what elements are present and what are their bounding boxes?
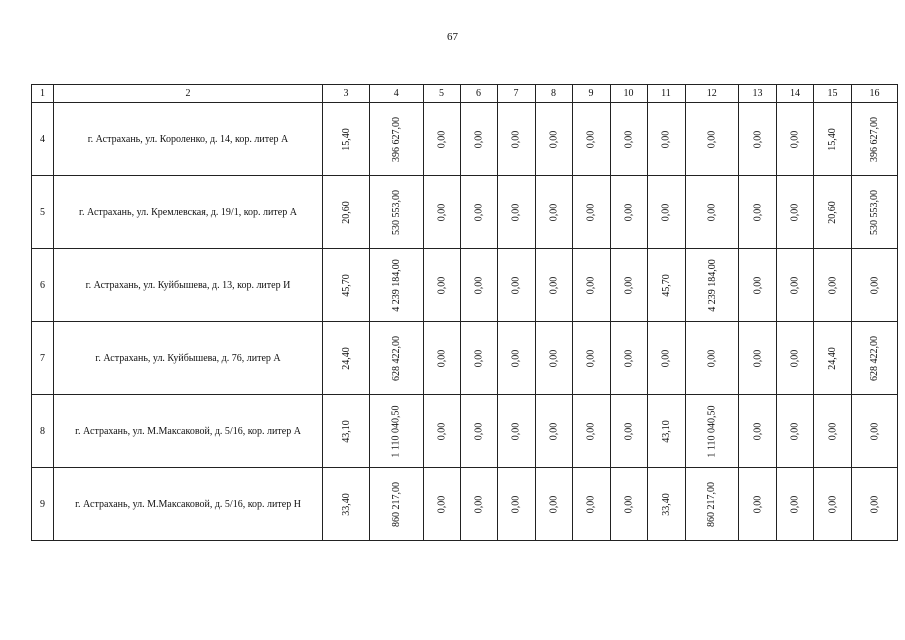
- value-cell-col-11: [647, 103, 685, 176]
- value-cell-col-4: [370, 468, 424, 541]
- value-cell-col-4: [370, 395, 424, 468]
- value-cell-col-15: [814, 103, 852, 176]
- address-cell: г. Астрахань, ул. М.Максаковой, д. 5/16, кор. литер Н: [54, 468, 323, 541]
- value-text: 0,00: [436, 349, 447, 367]
- value-cell-col-10: [610, 103, 647, 176]
- value-text: 0,00: [473, 422, 484, 440]
- page-number: 67: [447, 31, 458, 43]
- value-text: 0,00: [548, 349, 559, 367]
- value-text: 0,00: [789, 130, 801, 148]
- value-text: 0,00: [789, 422, 801, 440]
- value-cell-col-10: [610, 395, 647, 468]
- value-cell-col-9: [572, 249, 610, 322]
- value-cell-col-8: [535, 395, 572, 468]
- table-row: [32, 468, 898, 541]
- value-text: 0,00: [752, 203, 763, 221]
- value-text: 0,00: [473, 349, 484, 367]
- value-cell-col-16: [852, 249, 898, 322]
- header-cell-13: 13: [739, 85, 777, 103]
- row-number: 4: [32, 103, 54, 176]
- value-text: 0,00: [436, 203, 447, 221]
- value-cell-col-16: [852, 468, 898, 541]
- value-text: 20,60: [827, 200, 838, 224]
- value-text: 0,00: [623, 349, 634, 367]
- value-cell-col-5: [423, 395, 460, 468]
- value-text: 0,00: [752, 276, 763, 294]
- value-text: 1 110 040,50: [706, 404, 718, 458]
- value-cell-col-9: [572, 103, 610, 176]
- value-cell-col-15: [814, 176, 852, 249]
- value-text: 0,00: [585, 130, 597, 148]
- value-text: 0,00: [869, 276, 880, 294]
- table-row: [32, 322, 898, 395]
- value-text: 0,00: [827, 422, 838, 440]
- data-table: [31, 84, 898, 541]
- header-cell-9: 9: [572, 85, 610, 103]
- table-row: [32, 249, 898, 322]
- header-cell-8: 8: [535, 85, 572, 103]
- value-text: 0,00: [510, 495, 522, 513]
- value-cell-col-16: [852, 103, 898, 176]
- value-cell-col-4: [370, 176, 424, 249]
- value-text: 0,00: [585, 495, 597, 513]
- value-cell-col-12: [685, 103, 739, 176]
- value-cell-col-5: [423, 249, 460, 322]
- value-cell-col-5: [423, 468, 460, 541]
- value-text: 15,40: [827, 127, 838, 151]
- value-cell-col-13: [739, 103, 777, 176]
- value-text: 0,00: [436, 495, 447, 513]
- header-cell-15: 15: [814, 85, 852, 103]
- value-cell-col-11: [647, 249, 685, 322]
- value-text: 0,00: [510, 203, 522, 221]
- value-text: 0,00: [473, 130, 484, 148]
- value-cell-col-8: [535, 249, 572, 322]
- value-text: 0,00: [510, 130, 522, 148]
- value-cell-col-9: [572, 176, 610, 249]
- value-cell-col-8: [535, 103, 572, 176]
- value-cell-col-13: [739, 176, 777, 249]
- value-text: 0,00: [789, 349, 801, 367]
- value-text: 33,40: [340, 492, 352, 516]
- value-text: 0,00: [548, 130, 559, 148]
- value-text: 0,00: [473, 276, 484, 294]
- value-text: 396 627,00: [869, 116, 880, 162]
- value-cell-col-12: [685, 249, 739, 322]
- header-cell-16: 16: [852, 85, 898, 103]
- value-cell-col-10: [610, 249, 647, 322]
- header-cell-7: 7: [497, 85, 535, 103]
- table-row: [32, 176, 898, 249]
- value-text: 20,60: [340, 200, 352, 224]
- value-text: 0,00: [510, 349, 522, 367]
- value-text: 0,00: [706, 349, 718, 367]
- address-cell: г. Астрахань, ул. Короленко, д. 14, кор. литер А: [54, 103, 323, 176]
- value-text: 628 422,00: [869, 335, 880, 381]
- value-text: 860 217,00: [706, 481, 718, 527]
- value-cell-col-6: [460, 395, 497, 468]
- value-cell-col-10: [610, 176, 647, 249]
- table-row: [32, 395, 898, 468]
- value-text: 0,00: [585, 276, 597, 294]
- row-number: 8: [32, 395, 54, 468]
- value-cell-col-15: [814, 468, 852, 541]
- table-header-row: [32, 85, 898, 103]
- value-text: 0,00: [752, 349, 763, 367]
- value-cell-col-11: [647, 322, 685, 395]
- value-cell-col-5: [423, 322, 460, 395]
- value-cell-col-4: [370, 103, 424, 176]
- value-cell-col-8: [535, 176, 572, 249]
- value-cell-col-7: [497, 176, 535, 249]
- value-cell-col-11: [647, 176, 685, 249]
- address-cell: г. Астрахань, ул. Кремлевская, д. 19/1, кор. литер А: [54, 176, 323, 249]
- value-text: 0,00: [869, 422, 880, 440]
- value-text: 24,40: [340, 346, 352, 370]
- value-cell-col-7: [497, 322, 535, 395]
- header-cell-3: 3: [323, 85, 370, 103]
- value-cell-col-14: [777, 103, 814, 176]
- value-cell-col-16: [852, 322, 898, 395]
- address-cell: г. Астрахань, ул. Куйбышева, д. 13, кор. литер И: [54, 249, 323, 322]
- value-cell-col-5: [423, 103, 460, 176]
- value-text: 4 239 184,00: [706, 258, 718, 312]
- header-cell-5: 5: [423, 85, 460, 103]
- value-cell-col-14: [777, 468, 814, 541]
- value-text: 0,00: [623, 276, 634, 294]
- value-text: 0,00: [827, 276, 838, 294]
- value-text: 33,40: [660, 492, 672, 516]
- value-text: 0,00: [623, 495, 634, 513]
- value-cell-col-5: [423, 176, 460, 249]
- value-cell-col-7: [497, 103, 535, 176]
- row-number: 6: [32, 249, 54, 322]
- value-cell-col-11: [647, 468, 685, 541]
- value-cell-col-6: [460, 176, 497, 249]
- value-cell-col-4: [370, 322, 424, 395]
- value-text: 0,00: [436, 422, 447, 440]
- value-text: 0,00: [623, 203, 634, 221]
- value-text: 0,00: [510, 422, 522, 440]
- value-text: 1 110 040,50: [390, 404, 402, 458]
- value-text: 45,70: [340, 273, 352, 297]
- value-cell-col-15: [814, 249, 852, 322]
- value-cell-col-3: [323, 249, 370, 322]
- value-text: 0,00: [585, 349, 597, 367]
- value-text: 15,40: [340, 127, 352, 151]
- header-cell-10: 10: [610, 85, 647, 103]
- value-text: 0,00: [623, 130, 634, 148]
- row-number: 7: [32, 322, 54, 395]
- address-cell: г. Астрахань, ул. М.Максаковой, д. 5/16, кор. литер А: [54, 395, 323, 468]
- value-text: 0,00: [548, 422, 559, 440]
- value-text: 0,00: [752, 130, 763, 148]
- value-text: 0,00: [752, 422, 763, 440]
- value-cell-col-3: [323, 395, 370, 468]
- value-cell-col-13: [739, 249, 777, 322]
- value-text: 530 553,00: [390, 189, 402, 235]
- value-cell-col-3: [323, 468, 370, 541]
- value-cell-col-6: [460, 103, 497, 176]
- value-cell-col-6: [460, 468, 497, 541]
- value-text: 0,00: [473, 495, 484, 513]
- value-text: 45,70: [660, 273, 672, 297]
- value-cell-col-12: [685, 395, 739, 468]
- value-cell-col-10: [610, 322, 647, 395]
- value-text: 0,00: [752, 495, 763, 513]
- value-text: 0,00: [789, 276, 801, 294]
- value-cell-col-3: [323, 103, 370, 176]
- value-text: 860 217,00: [390, 481, 402, 527]
- value-text: 0,00: [789, 495, 801, 513]
- value-text: 0,00: [706, 203, 718, 221]
- value-cell-col-13: [739, 322, 777, 395]
- header-cell-2: 2: [54, 85, 323, 103]
- value-cell-col-12: [685, 322, 739, 395]
- value-text: 0,00: [436, 130, 447, 148]
- address-cell: г. Астрахань, ул. Куйбышева, д. 76, литер А: [54, 322, 323, 395]
- value-cell-col-13: [739, 395, 777, 468]
- value-text: 628 422,00: [390, 335, 402, 381]
- value-text: 43,10: [660, 419, 672, 443]
- value-text: 0,00: [510, 276, 522, 294]
- value-text: 396 627,00: [390, 116, 402, 162]
- header-cell-4: 4: [370, 85, 424, 103]
- header-cell-12: 12: [685, 85, 739, 103]
- value-cell-col-16: [852, 395, 898, 468]
- value-cell-col-14: [777, 249, 814, 322]
- value-cell-col-15: [814, 322, 852, 395]
- value-cell-col-8: [535, 322, 572, 395]
- value-text: 0,00: [548, 203, 559, 221]
- header-cell-14: 14: [777, 85, 814, 103]
- value-cell-col-8: [535, 468, 572, 541]
- value-cell-col-16: [852, 176, 898, 249]
- value-cell-col-13: [739, 468, 777, 541]
- value-text: 0,00: [706, 130, 718, 148]
- value-cell-col-12: [685, 468, 739, 541]
- value-cell-col-6: [460, 322, 497, 395]
- header-cell-11: 11: [647, 85, 685, 103]
- value-text: 24,40: [827, 346, 838, 370]
- header-cell-6: 6: [460, 85, 497, 103]
- value-text: 0,00: [548, 495, 559, 513]
- value-text: 530 553,00: [869, 189, 880, 235]
- value-text: 0,00: [548, 276, 559, 294]
- value-text: 0,00: [660, 130, 672, 148]
- value-cell-col-7: [497, 395, 535, 468]
- value-cell-col-9: [572, 395, 610, 468]
- value-text: 0,00: [585, 422, 597, 440]
- value-cell-col-11: [647, 395, 685, 468]
- value-text: 0,00: [660, 203, 672, 221]
- value-cell-col-12: [685, 176, 739, 249]
- row-number: 9: [32, 468, 54, 541]
- value-text: 0,00: [869, 495, 880, 513]
- table-row: [32, 103, 898, 176]
- value-text: 0,00: [585, 203, 597, 221]
- value-cell-col-9: [572, 322, 610, 395]
- value-cell-col-9: [572, 468, 610, 541]
- value-cell-col-10: [610, 468, 647, 541]
- value-cell-col-14: [777, 395, 814, 468]
- value-cell-col-4: [370, 249, 424, 322]
- value-cell-col-14: [777, 176, 814, 249]
- value-text: 0,00: [789, 203, 801, 221]
- value-text: 0,00: [623, 422, 634, 440]
- row-number: 5: [32, 176, 54, 249]
- value-cell-col-7: [497, 468, 535, 541]
- value-text: 0,00: [827, 495, 838, 513]
- value-cell-col-15: [814, 395, 852, 468]
- header-cell-1: 1: [32, 85, 54, 103]
- value-text: 0,00: [473, 203, 484, 221]
- value-text: 4 239 184,00: [390, 258, 402, 312]
- value-cell-col-14: [777, 322, 814, 395]
- value-cell-col-7: [497, 249, 535, 322]
- value-text: 43,10: [340, 419, 352, 443]
- value-cell-col-3: [323, 322, 370, 395]
- value-text: 0,00: [660, 349, 672, 367]
- value-cell-col-6: [460, 249, 497, 322]
- value-cell-col-3: [323, 176, 370, 249]
- value-text: 0,00: [436, 276, 447, 294]
